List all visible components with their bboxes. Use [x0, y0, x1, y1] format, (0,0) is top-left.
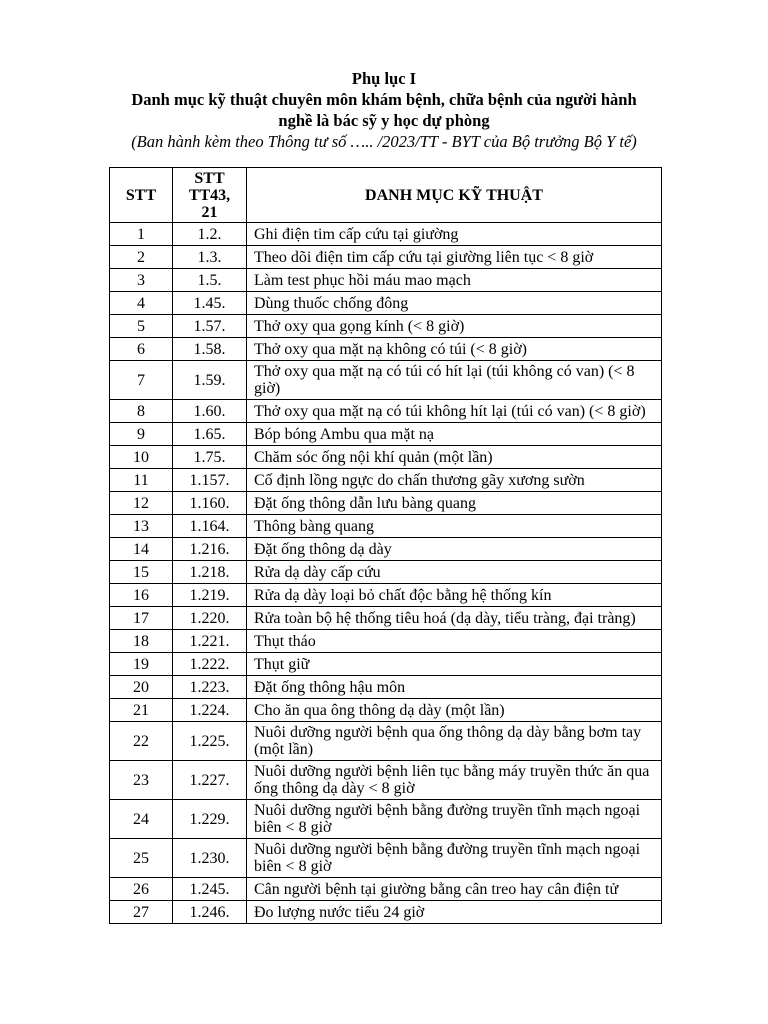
row-technique-cell: Rửa dạ dày cấp cứu	[247, 561, 662, 584]
table-row	[110, 515, 662, 538]
column-header-technique: DANH MỤC KỸ THUẬT	[247, 168, 662, 223]
row-tt43-cell: 1.221.	[173, 630, 247, 653]
row-stt-cell: 24	[110, 800, 173, 839]
table-row	[110, 722, 662, 761]
row-technique-cell: Nuôi dưỡng người bệnh bằng đường truyền tĩnh mạch ngoại biên < 8 giờ	[247, 800, 662, 839]
row-technique-cell: Rửa toàn bộ hệ thống tiêu hoá (dạ dày, tiểu tràng, đại tràng)	[247, 607, 662, 630]
row-tt43-cell: 1.225.	[173, 722, 247, 761]
table-row	[110, 446, 662, 469]
appendix-title: Phụ lục I	[351, 69, 417, 88]
row-stt-cell: 6	[110, 338, 173, 361]
table-row	[110, 423, 662, 446]
row-tt43-cell: 1.219.	[173, 584, 247, 607]
row-tt43-cell: 1.65.	[173, 423, 247, 446]
row-technique-cell: Thở oxy qua gọng kính (< 8 giờ)	[247, 315, 662, 338]
column-header-stt-tt43-line-3: 21	[201, 203, 218, 221]
table-row	[110, 361, 662, 400]
row-tt43-cell: 1.227.	[173, 761, 247, 800]
table-row	[110, 338, 662, 361]
row-stt-cell: 8	[110, 400, 173, 423]
row-technique-cell: Thở oxy qua mặt nạ có túi có hít lại (túi không có van) (< 8 giờ)	[247, 361, 662, 400]
table-row	[110, 538, 662, 561]
table-row	[110, 492, 662, 515]
row-technique-cell: Nuôi dưỡng người bệnh qua ống thông dạ dày bằng bơm tay (một lần)	[247, 722, 662, 761]
column-header-stt: STT	[110, 168, 173, 223]
row-stt-cell: 14	[110, 538, 173, 561]
row-stt-cell: 17	[110, 607, 173, 630]
row-tt43-cell: 1.57.	[173, 315, 247, 338]
row-stt-cell: 25	[110, 839, 173, 878]
row-tt43-cell: 1.5.	[173, 269, 247, 292]
row-tt43-cell: 1.164.	[173, 515, 247, 538]
table-row	[110, 292, 662, 315]
table-row	[110, 800, 662, 839]
row-tt43-cell: 1.222.	[173, 653, 247, 676]
row-technique-cell: Chăm sóc ống nội khí quản (một lần)	[247, 446, 662, 469]
row-tt43-cell: 1.223.	[173, 676, 247, 699]
row-technique-cell: Thông bàng quang	[247, 515, 662, 538]
row-stt-cell: 4	[110, 292, 173, 315]
issued-note: (Ban hành kèm theo Thông tư số ….. /2023/TT - BYT của Bộ trưởng Bộ Y tế)	[131, 132, 637, 151]
row-tt43-cell: 1.58.	[173, 338, 247, 361]
row-technique-cell: Dùng thuốc chống đông	[247, 292, 662, 315]
row-technique-cell: Làm test phục hồi máu mao mạch	[247, 269, 662, 292]
row-technique-cell: Cố định lồng ngực do chấn thương gãy xương sườn	[247, 469, 662, 492]
column-header-stt-tt43-line-2: TT43,	[188, 186, 231, 204]
row-stt-cell: 3	[110, 269, 173, 292]
row-tt43-cell: 1.218.	[173, 561, 247, 584]
row-stt-cell: 1	[110, 223, 173, 246]
table-row	[110, 315, 662, 338]
row-stt-cell: 5	[110, 315, 173, 338]
row-technique-cell: Thụt giữ	[247, 653, 662, 676]
row-tt43-cell: 1.59.	[173, 361, 247, 400]
row-stt-cell: 15	[110, 561, 173, 584]
row-technique-cell: Thở oxy qua mặt nạ có túi không hít lại (túi có van) (< 8 giờ)	[247, 400, 662, 423]
row-tt43-cell: 1.216.	[173, 538, 247, 561]
table-header-row	[110, 168, 662, 223]
row-stt-cell: 12	[110, 492, 173, 515]
row-stt-cell: 16	[110, 584, 173, 607]
row-tt43-cell: 1.60.	[173, 400, 247, 423]
table-row	[110, 878, 662, 901]
table-row	[110, 561, 662, 584]
table-row	[110, 223, 662, 246]
row-technique-cell: Cân người bệnh tại giường bằng cân treo hay cân điện tử	[247, 878, 662, 901]
row-stt-cell: 9	[110, 423, 173, 446]
row-technique-cell: Nuôi dưỡng người bệnh liên tục bằng máy truyền thức ăn qua ống thông dạ dày < 8 giờ	[247, 761, 662, 800]
row-tt43-cell: 1.229.	[173, 800, 247, 839]
table-row	[110, 469, 662, 492]
row-technique-cell: Đặt ống thông hậu môn	[247, 676, 662, 699]
row-tt43-cell: 1.157.	[173, 469, 247, 492]
table-row	[110, 269, 662, 292]
row-technique-cell: Cho ăn qua ông thông dạ dày (một lần)	[247, 699, 662, 722]
row-tt43-cell: 1.245.	[173, 878, 247, 901]
table-row	[110, 761, 662, 800]
row-technique-cell: Thụt tháo	[247, 630, 662, 653]
table-body	[110, 223, 662, 924]
column-header-stt-tt43	[173, 168, 247, 223]
row-tt43-cell: 1.3.	[173, 246, 247, 269]
table-row	[110, 246, 662, 269]
row-technique-cell: Đặt ống thông dẫn lưu bàng quang	[247, 492, 662, 515]
document-header	[0, 68, 768, 152]
table-row	[110, 839, 662, 878]
row-stt-cell: 20	[110, 676, 173, 699]
row-tt43-cell: 1.75.	[173, 446, 247, 469]
row-technique-cell: Theo dõi điện tim cấp cứu tại giường liên tục < 8 giờ	[247, 246, 662, 269]
row-tt43-cell: 1.45.	[173, 292, 247, 315]
row-stt-cell: 26	[110, 878, 173, 901]
row-stt-cell: 7	[110, 361, 173, 400]
table-row	[110, 584, 662, 607]
appendix-subtitle-line-2: nghề là bác sỹ y học dự phòng	[278, 111, 490, 130]
column-header-stt-tt43-line-1: STT	[194, 169, 225, 187]
technique-catalog-table	[109, 167, 662, 924]
row-tt43-cell: 1.160.	[173, 492, 247, 515]
row-stt-cell: 18	[110, 630, 173, 653]
appendix-subtitle-line-1: Danh mục kỹ thuật chuyên môn khám bệnh, chữa bệnh của người hành	[131, 90, 637, 109]
row-stt-cell: 11	[110, 469, 173, 492]
row-stt-cell: 2	[110, 246, 173, 269]
row-stt-cell: 13	[110, 515, 173, 538]
row-stt-cell: 22	[110, 722, 173, 761]
row-technique-cell: Đo lượng nước tiểu 24 giờ	[247, 901, 662, 924]
table-row	[110, 901, 662, 924]
row-tt43-cell: 1.2.	[173, 223, 247, 246]
table-row	[110, 400, 662, 423]
row-stt-cell: 23	[110, 761, 173, 800]
row-technique-cell: Rửa dạ dày loại bỏ chất độc bằng hệ thống kín	[247, 584, 662, 607]
table-row	[110, 607, 662, 630]
row-technique-cell: Đặt ống thông dạ dày	[247, 538, 662, 561]
table-row	[110, 653, 662, 676]
row-technique-cell: Thở oxy qua mặt nạ không có túi (< 8 giờ)	[247, 338, 662, 361]
row-stt-cell: 27	[110, 901, 173, 924]
row-stt-cell: 21	[110, 699, 173, 722]
row-tt43-cell: 1.224.	[173, 699, 247, 722]
row-tt43-cell: 1.246.	[173, 901, 247, 924]
table-row	[110, 699, 662, 722]
row-tt43-cell: 1.220.	[173, 607, 247, 630]
row-stt-cell: 19	[110, 653, 173, 676]
row-technique-cell: Bóp bóng Ambu qua mặt nạ	[247, 423, 662, 446]
row-technique-cell: Ghi điện tim cấp cứu tại giường	[247, 223, 662, 246]
table-row	[110, 676, 662, 699]
row-tt43-cell: 1.230.	[173, 839, 247, 878]
row-stt-cell: 10	[110, 446, 173, 469]
table-row	[110, 630, 662, 653]
row-technique-cell: Nuôi dưỡng người bệnh bằng đường truyền tĩnh mạch ngoại biên < 8 giờ	[247, 839, 662, 878]
